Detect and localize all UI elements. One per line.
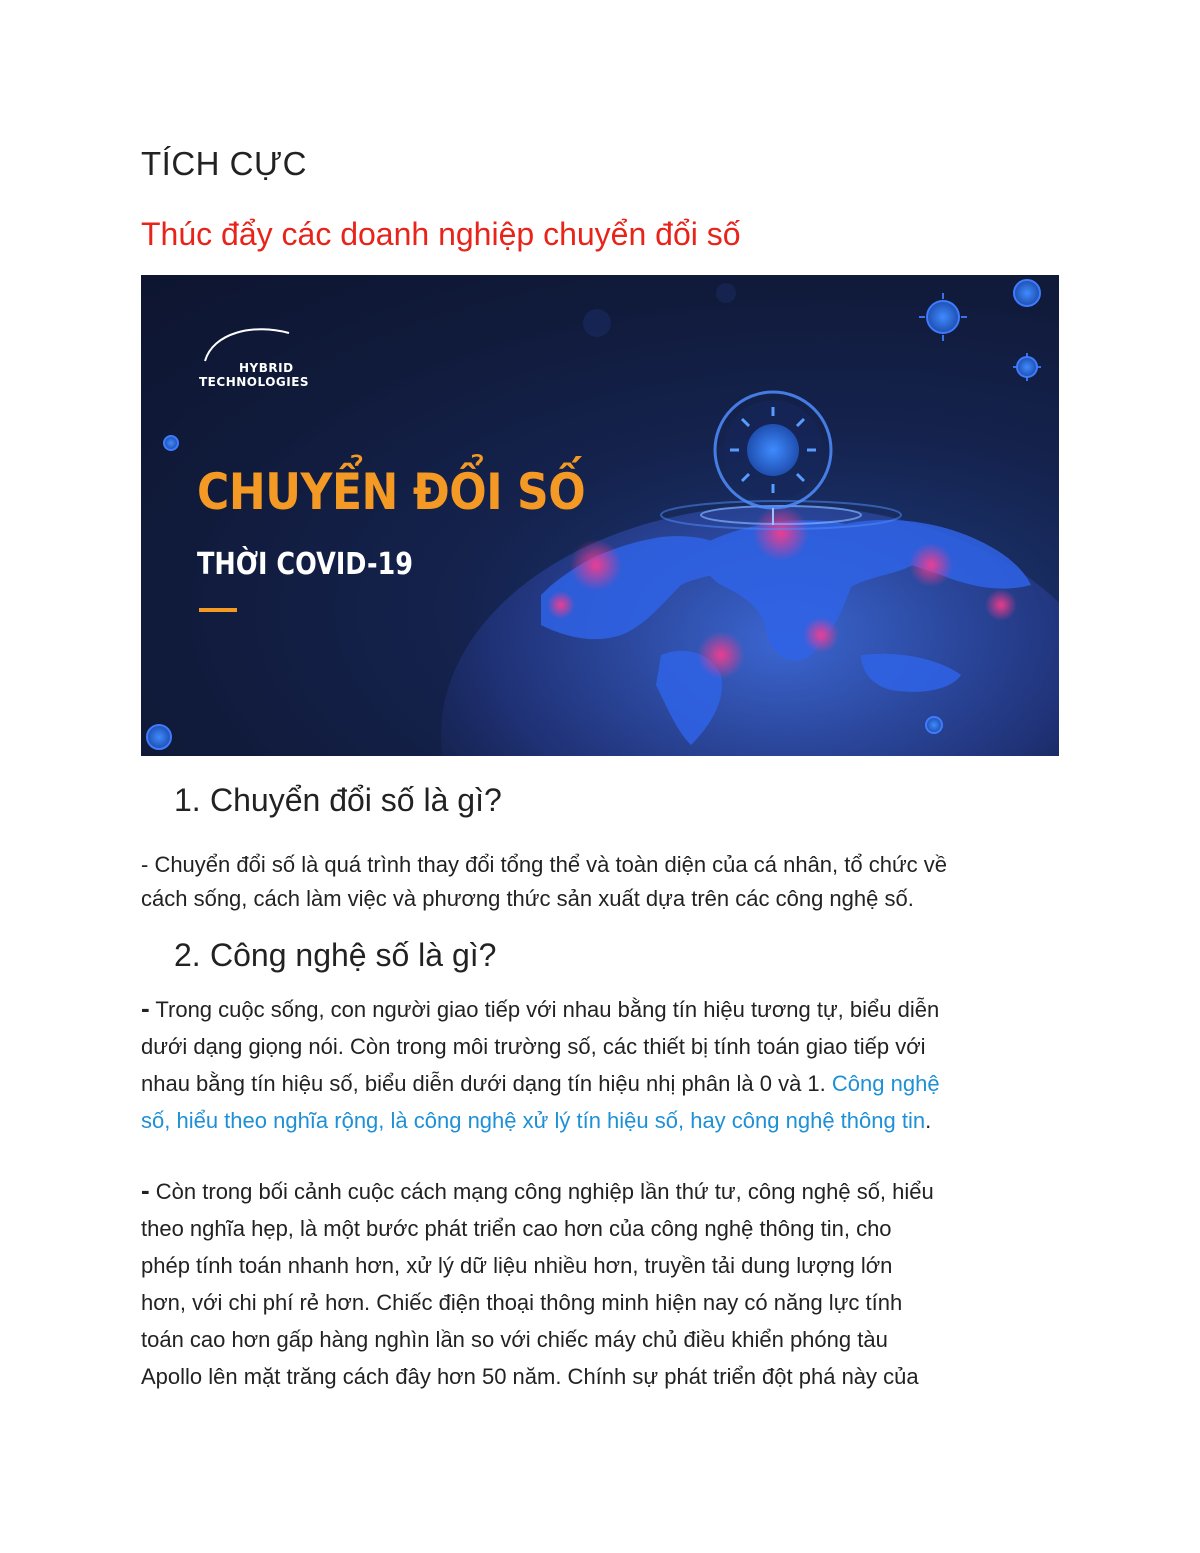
banner-title: CHUYỂN ĐỔI SỐ xyxy=(197,463,586,521)
para2-line-3: phép tính toán nhanh hơn, xử lý dữ liệu nhiều hơn, truyền tải dung lượng lớn xyxy=(141,1253,893,1278)
para1-line-3: nhau bằng tín hiệu số, biểu diễn dưới dạng tín hiệu nhị phân là 0 và 1. xyxy=(141,1071,832,1096)
para2-line-5: toán cao hơn gấp hàng nghìn lần so với chiếc máy chủ điều khiển phóng tàu xyxy=(141,1327,888,1352)
section-2-paragraph-1 xyxy=(141,990,1061,1139)
digital-tech-definition-link[interactable]: Công nghệ xyxy=(831,1071,940,1096)
central-virus-icon xyxy=(661,392,901,529)
bullet-dash: - xyxy=(141,1175,150,1205)
logo-line-1: HYBRID xyxy=(239,361,294,375)
para2-line-1: Còn trong bối cảnh cuộc cách mạng công nghiệp lần thứ tư, công nghệ số, hiểu xyxy=(149,1179,934,1204)
page-heading: TÍCH CỰC xyxy=(141,145,308,182)
section-1-title: Chuyển đổi số là gì? xyxy=(210,782,502,818)
para1-line-4-end: . xyxy=(925,1108,932,1133)
hybrid-technologies-logo xyxy=(199,361,309,389)
section-2-title: Công nghệ số là gì? xyxy=(210,937,497,973)
section-2-heading xyxy=(174,937,496,974)
section-1-line-1: - Chuyển đổi số là quá trình thay đổi tổng thể và toàn diện của cá nhân, tổ chức về xyxy=(141,852,948,877)
page-subheading: Thúc đẩy các doanh nghiệp chuyển đổi số xyxy=(141,216,741,252)
para2-line-4: hơn, với chi phí rẻ hơn. Chiếc điện thoại thông minh hiện nay có năng lực tính xyxy=(141,1290,903,1315)
bullet-dash: - xyxy=(141,993,150,1023)
banner-accent-bar xyxy=(199,608,237,612)
section-2-paragraph-2 xyxy=(141,1172,1061,1395)
section-1-number: 1. xyxy=(174,782,201,818)
logo-line-2: TECHNOLOGIES xyxy=(199,375,310,389)
section-1-line-2: cách sống, cách làm việc và phương thức sản xuất dựa trên các công nghệ số. xyxy=(141,886,914,911)
section-1-heading xyxy=(174,782,502,819)
para2-line-6: Apollo lên mặt trăng cách đây hơn 50 năm. Chính sự phát triển đột phá này của xyxy=(141,1364,919,1389)
para1-line-2: dưới dạng giọng nói. Còn trong môi trường số, các thiết bị tính toán giao tiếp với xyxy=(141,1034,926,1059)
banner-subtitle: THỜI COVID-19 xyxy=(197,547,414,582)
para2-line-2: theo nghĩa hẹp, là một bước phát triển cao hơn của công nghệ thông tin, cho xyxy=(141,1216,892,1241)
section-1-paragraph xyxy=(141,848,1061,916)
digital-transformation-banner xyxy=(141,275,1059,756)
para1-line-1: Trong cuộc sống, con người giao tiếp với nhau bằng tín hiệu tương tự, biểu diễn xyxy=(149,997,940,1022)
digital-tech-definition-link-cont[interactable]: số, hiểu theo nghĩa rộng, là công nghệ xử lý tín hiệu số, hay công nghệ thông tin xyxy=(141,1108,926,1133)
section-2-number: 2. xyxy=(174,937,201,973)
